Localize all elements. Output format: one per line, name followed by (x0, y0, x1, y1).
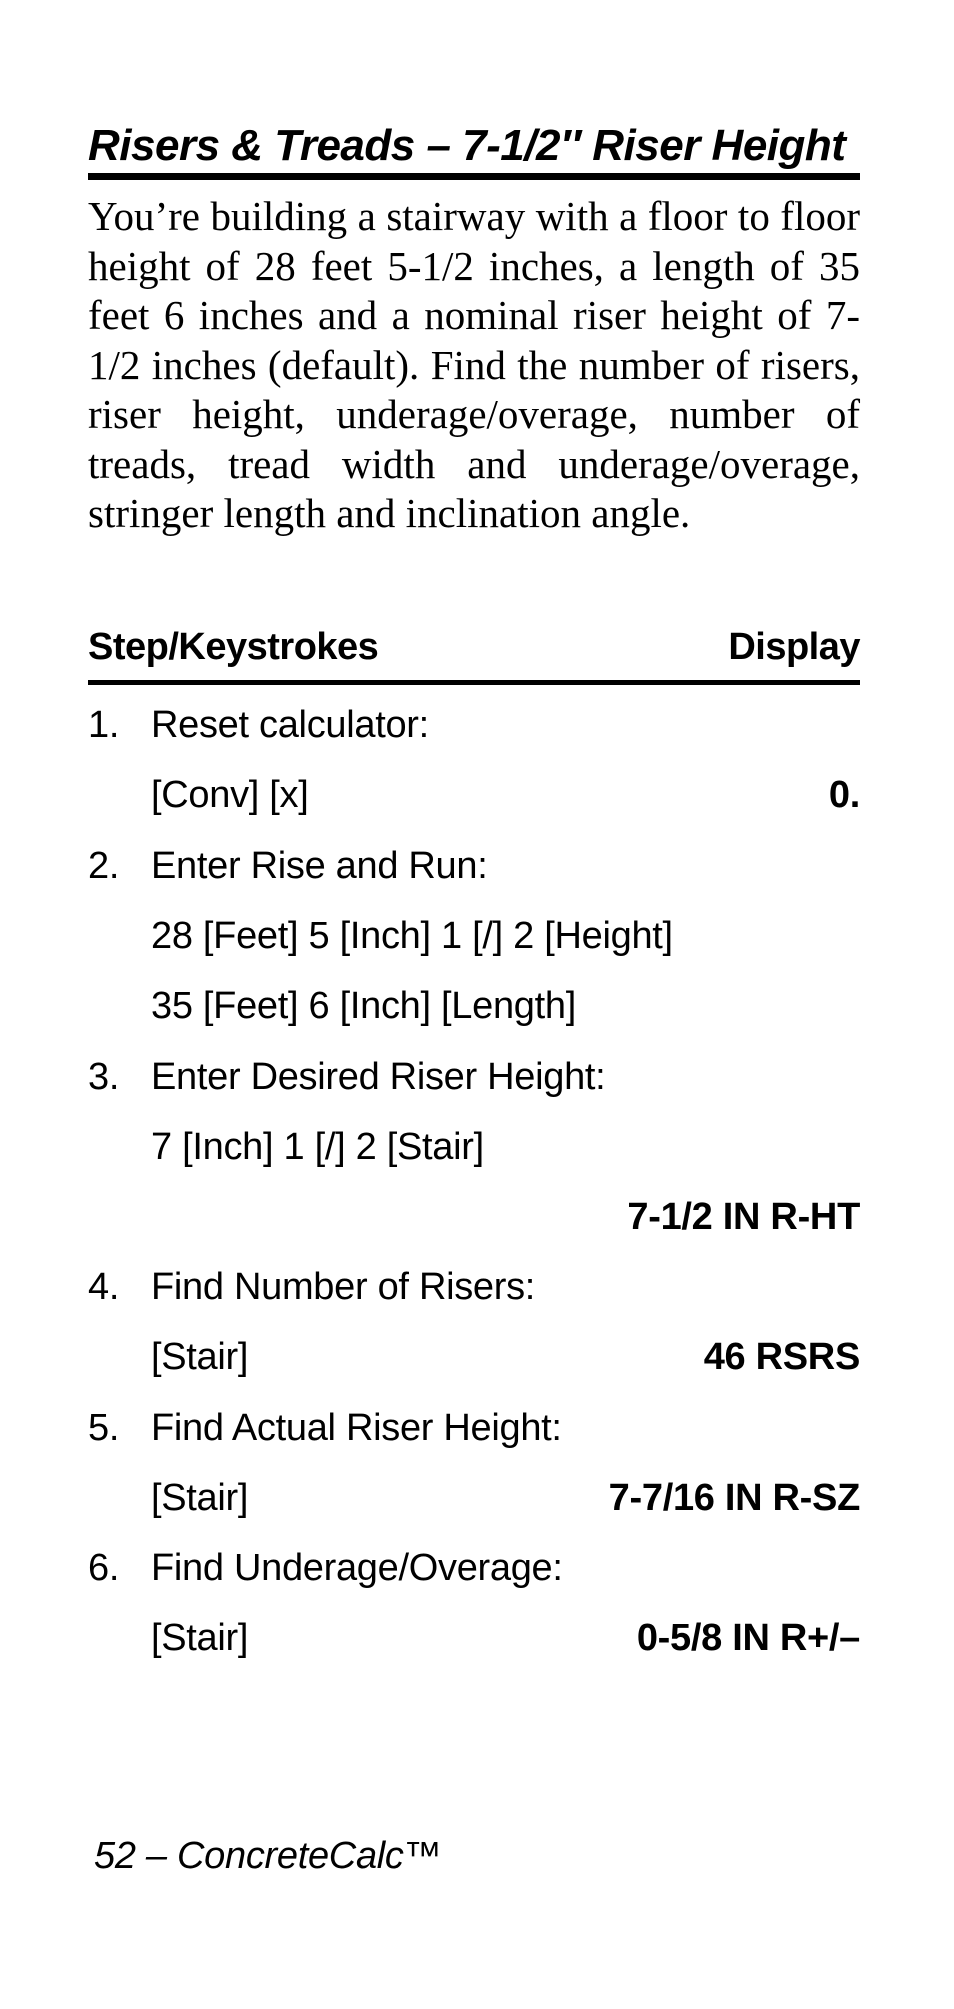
step-5-label-row (88, 1407, 860, 1463)
keystrokes: [Stair] (151, 1617, 249, 1659)
keystrokes: 35 [Feet] 6 [Inch] [Length] (151, 985, 576, 1027)
title-underline (88, 173, 860, 180)
step-1-keystroke-row (88, 774, 860, 830)
step-3-keystroke-row (88, 1126, 860, 1182)
header-display: Display (728, 626, 860, 668)
display-value: 7-7/16 IN R-SZ (608, 1477, 860, 1519)
step-number: 1. (88, 704, 120, 746)
step-2-label-row (88, 845, 860, 901)
step-label: Enter Desired Riser Height: (151, 1056, 606, 1098)
step-6-label-row (88, 1547, 860, 1603)
table-header (88, 626, 860, 682)
keystrokes: [Conv] [x] (151, 774, 309, 816)
keystrokes: [Stair] (151, 1477, 249, 1519)
step-label: Enter Rise and Run: (151, 845, 488, 887)
step-2-keystroke-row-2 (88, 985, 860, 1041)
display-value: 0-5/8 IN R+/– (636, 1617, 860, 1659)
step-3-display-row (88, 1196, 860, 1252)
step-number: 3. (88, 1056, 120, 1098)
table-header-rule (88, 680, 860, 685)
step-label: Reset calculator: (151, 704, 429, 746)
step-6-keystroke-row (88, 1617, 860, 1673)
step-label: Find Actual Riser Height: (151, 1407, 562, 1449)
display-value: 7-1/2 IN R-HT (627, 1196, 860, 1238)
display-value: 46 RSRS (703, 1336, 860, 1378)
keystrokes: [Stair] (151, 1336, 249, 1378)
display-value: 0. (828, 774, 860, 816)
step-label: Find Number of Risers: (151, 1266, 536, 1308)
step-number: 6. (88, 1547, 120, 1589)
intro-paragraph: You’re building a stairway with a floor to floor height of 28 feet 5-1/2 inches, a length of 35 feet 6 inches and a nominal riser height of 7-1/2 inches (default). Find the number of risers, riser height, underage/overage, number of treads, tread width and underage/overage, stringer length and inclination angle. (88, 193, 860, 536)
step-2-keystroke-row-1 (88, 915, 860, 971)
keystrokes: 7 [Inch] 1 [/] 2 [Stair] (151, 1126, 484, 1168)
step-4-label-row (88, 1266, 860, 1322)
page-footer: 52 – ConcreteCalc™ (94, 1835, 442, 1877)
step-number: 2. (88, 845, 120, 887)
step-number: 4. (88, 1266, 120, 1308)
header-step-keystrokes: Step/Keystrokes (88, 626, 379, 668)
step-5-keystroke-row (88, 1477, 860, 1533)
step-1-label-row (88, 704, 860, 760)
step-number: 5. (88, 1407, 120, 1449)
step-4-keystroke-row (88, 1336, 860, 1392)
step-label: Find Underage/Overage: (151, 1547, 563, 1589)
keystrokes: 28 [Feet] 5 [Inch] 1 [/] 2 [Height] (151, 915, 673, 957)
section-title: Risers & Treads – 7-1/2″ Riser Height (88, 121, 846, 170)
step-3-label-row (88, 1056, 860, 1112)
